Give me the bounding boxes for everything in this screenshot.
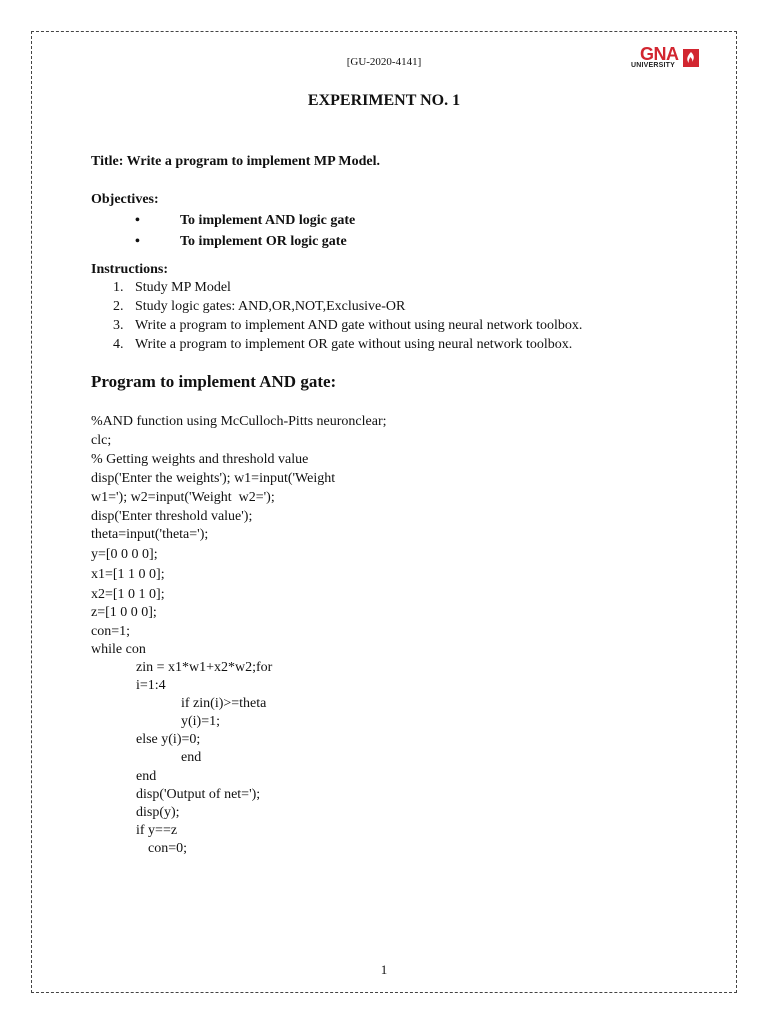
logo-flame-icon	[683, 49, 699, 67]
objective-text: To implement OR logic gate	[180, 234, 347, 249]
code-line: end	[136, 769, 157, 784]
university-logo	[631, 44, 703, 71]
code-line: i=1:4	[136, 678, 166, 693]
code-line: %AND function using McCulloch-Pitts neuronclear;	[91, 414, 387, 429]
code-line: disp('Enter threshold value');	[91, 509, 253, 524]
code-line: disp('Enter the weights'); w1=input('Weight	[91, 471, 336, 486]
experiment-title: EXPERIMENT NO. 1	[307, 92, 461, 109]
logo-name: GNA	[640, 44, 679, 64]
instructions-heading: Instructions:	[91, 262, 169, 277]
instruction-text: Study MP Model	[135, 280, 231, 295]
document-id: [GU-2020-4141]	[346, 56, 422, 68]
code-line: if y==z	[136, 823, 178, 838]
logo-subtitle: UNIVERSITY	[631, 62, 676, 69]
instruction-text: Write a program to implement AND gate without using neural network toolbox.	[135, 318, 583, 333]
code-line: disp(y);	[136, 805, 180, 820]
code-line: theta=input('theta=');	[91, 527, 209, 542]
code-line: x2=[1 0 1 0];	[91, 587, 165, 602]
item-number: 1.	[113, 280, 124, 295]
code-line: x1=[1 1 0 0];	[91, 567, 165, 582]
instruction-text: Study logic gates: AND,OR,NOT,Exclusive-OR	[135, 299, 406, 314]
item-number: 4.	[113, 337, 124, 352]
item-number: 3.	[113, 318, 124, 333]
code-line: con=1;	[91, 624, 130, 639]
code-line: if zin(i)>=theta	[181, 696, 267, 711]
code-line: z=[1 0 0 0];	[91, 605, 157, 620]
code-line: while con	[91, 642, 146, 657]
code-line: w1='); w2=input('Weight w2=');	[91, 490, 275, 505]
objective-text: To implement AND logic gate	[180, 213, 356, 228]
instruction-text: Write a program to implement OR gate without using neural network toolbox.	[135, 337, 573, 352]
program-heading: Program to implement AND gate:	[91, 372, 337, 391]
code-line: y=[0 0 0 0];	[91, 547, 158, 562]
bullet-icon: •	[135, 234, 140, 249]
instructions-list	[113, 278, 582, 354]
list-item	[113, 316, 582, 335]
code-line: zin = x1*w1+x2*w2;for	[136, 660, 273, 675]
objectives-list	[135, 210, 355, 252]
program-title: Title: Write a program to implement MP Model.	[91, 154, 381, 169]
code-line: end	[181, 750, 202, 765]
list-item	[113, 278, 582, 297]
list-item	[113, 297, 582, 316]
code-line: else y(i)=0;	[136, 732, 201, 747]
page-number: 1	[380, 962, 388, 977]
code-line: clc;	[91, 433, 112, 448]
bullet-icon: •	[135, 213, 140, 228]
objectives-heading: Objectives:	[91, 192, 159, 207]
item-number: 2.	[113, 299, 124, 314]
code-line: con=0;	[148, 841, 187, 856]
code-line: y(i)=1;	[181, 714, 220, 729]
code-line: % Getting weights and threshold value	[91, 452, 309, 467]
list-item	[113, 335, 582, 354]
list-item	[135, 231, 355, 252]
list-item	[135, 210, 355, 231]
code-line: disp('Output of net=');	[136, 787, 261, 802]
